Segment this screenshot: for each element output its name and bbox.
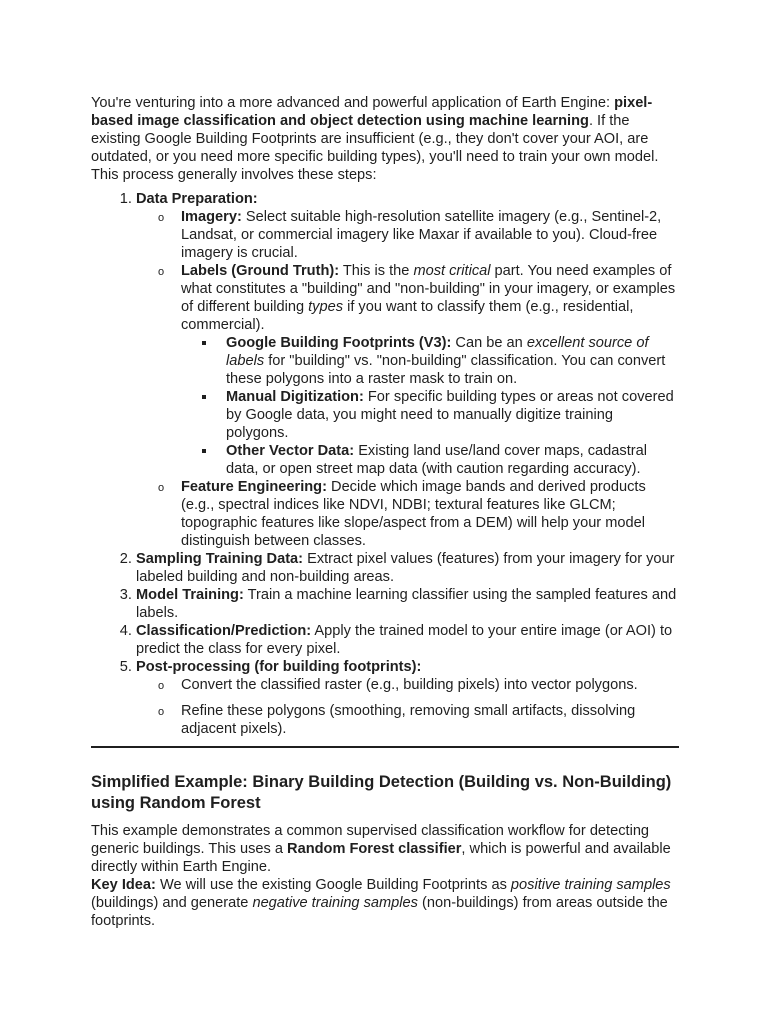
sub-item-text: part. You need examples of what constitutes a "building" and "non-building" in your imagery, or examples of different building: [181, 263, 676, 315]
example-text: This example demonstrates a common supervised classification workflow for detecting generic buildings. This uses a: [91, 823, 650, 857]
step-model-training: [136, 586, 679, 622]
intro-paragraph: [91, 94, 679, 184]
key-idea-text: (non-buildings) from areas outside the footprints.: [91, 895, 668, 929]
emphasis: excellent source of labels: [226, 335, 649, 369]
sub-item-text: This is the: [339, 263, 414, 279]
post-processing-sublist: [136, 676, 679, 738]
step-post-processing: [136, 658, 679, 738]
example-text-2: , which is powerful and available directly within Earth Engine.: [91, 841, 671, 875]
key-idea-label: Key Idea:: [91, 877, 156, 893]
document-page: [91, 94, 679, 930]
key-idea-text: We will use the existing Google Building Footprints as: [155, 877, 511, 893]
emphasis: most critical: [413, 263, 491, 279]
subsub-item-gbf: [226, 334, 679, 388]
sub-item-labels: [181, 262, 679, 478]
subsub-item-label: Other Vector Data:: [226, 443, 355, 459]
step-sampling: [136, 550, 679, 586]
emphasis: types: [308, 299, 344, 315]
labels-sublist: [181, 334, 679, 478]
subsub-item-text: Can be an: [451, 335, 527, 351]
sub-item-refine: o Refine these polygons (smoothing, removing small artifacts, dissolving adjacent pixels).: [181, 702, 679, 738]
step-title: Data Preparation:: [136, 191, 258, 207]
step-data-preparation: [136, 190, 679, 550]
step-title: Sampling Training Data:: [136, 551, 304, 567]
subsub-item-text: Existing land use/land cover maps, cadastral data, or open street map data (with caution regarding accuracy).: [226, 443, 647, 477]
sub-item-label: Imagery:: [181, 209, 242, 225]
sub-item-features: [181, 478, 679, 550]
example-paragraph: [91, 822, 679, 876]
key-idea-text: (buildings) and generate: [91, 895, 253, 911]
step-text: Extract pixel values (features) from your imagery for your labeled building and non-building areas.: [136, 551, 675, 585]
emphasis: positive training samples: [510, 877, 671, 893]
example-bold: Random Forest classifier: [287, 841, 462, 857]
sub-item-label: Feature Engineering:: [181, 479, 327, 495]
sub-item-text: if you want to classify them (e.g., residential, commercial).: [181, 299, 634, 333]
subsub-item-text: For specific building types or areas not covered by Google data, you might need to manually digitize training polygons.: [226, 389, 674, 441]
horizontal-rule: [91, 746, 679, 748]
sub-item-convert: o Convert the classified raster (e.g., building pixels) into vector polygons.: [181, 676, 679, 694]
subsub-item-vector: [226, 442, 679, 478]
subsub-item-text: for "building" vs. "non-building" classification. You can convert these polygons into a raster mask to train on.: [226, 353, 666, 387]
step-title: Classification/Prediction:: [136, 623, 312, 639]
subsub-item-label: Google Building Footprints (V3):: [226, 335, 452, 351]
sub-item-text: Select suitable high-resolution satellite imagery (e.g., Sentinel-2, Landsat, or commercial imagery like Maxar if available to you). Cloud-free imagery is crucial.: [181, 209, 662, 261]
step-title: Post-processing (for building footprints):: [136, 659, 422, 675]
intro-bold: pixel-based image classification and object detection using machine learning: [91, 95, 653, 129]
step-title: Model Training:: [136, 587, 244, 603]
step-text: Apply the trained model to your entire image (or AOI) to predict the class for every pixel.: [136, 623, 673, 657]
section-heading: Simplified Example: Binary Building Detection (Building vs. Non-Building) using Random Forest: [91, 773, 672, 812]
subsub-item-manual: [226, 388, 679, 442]
sub-item-label: Labels (Ground Truth):: [181, 263, 340, 279]
sub-item-imagery: [181, 208, 679, 262]
sub-item-text: Decide which image bands and derived products (e.g., spectral indices like NDVI, NDBI; textural features like GLCM; topographic features like slope/aspect from a DEM) will help your model distinguish between classes.: [181, 479, 646, 549]
step-text: Train a machine learning classifier using the sampled features and labels.: [136, 587, 677, 621]
steps-list: [91, 190, 679, 738]
step-classification: [136, 622, 679, 658]
intro-text: You're venturing into a more advanced and powerful application of Earth Engine:: [91, 95, 615, 111]
emphasis: negative training samples: [252, 895, 418, 911]
key-idea-paragraph: [91, 876, 679, 930]
intro-text-2: . If the existing Google Building Footprints are insufficient (e.g., they don't cover your AOI, are outdated, or you need more specific building types), you'll need to train your own model. This process generally involves these steps:: [91, 113, 659, 183]
data-preparation-sublist: [136, 208, 679, 550]
subsub-item-label: Manual Digitization:: [226, 389, 364, 405]
